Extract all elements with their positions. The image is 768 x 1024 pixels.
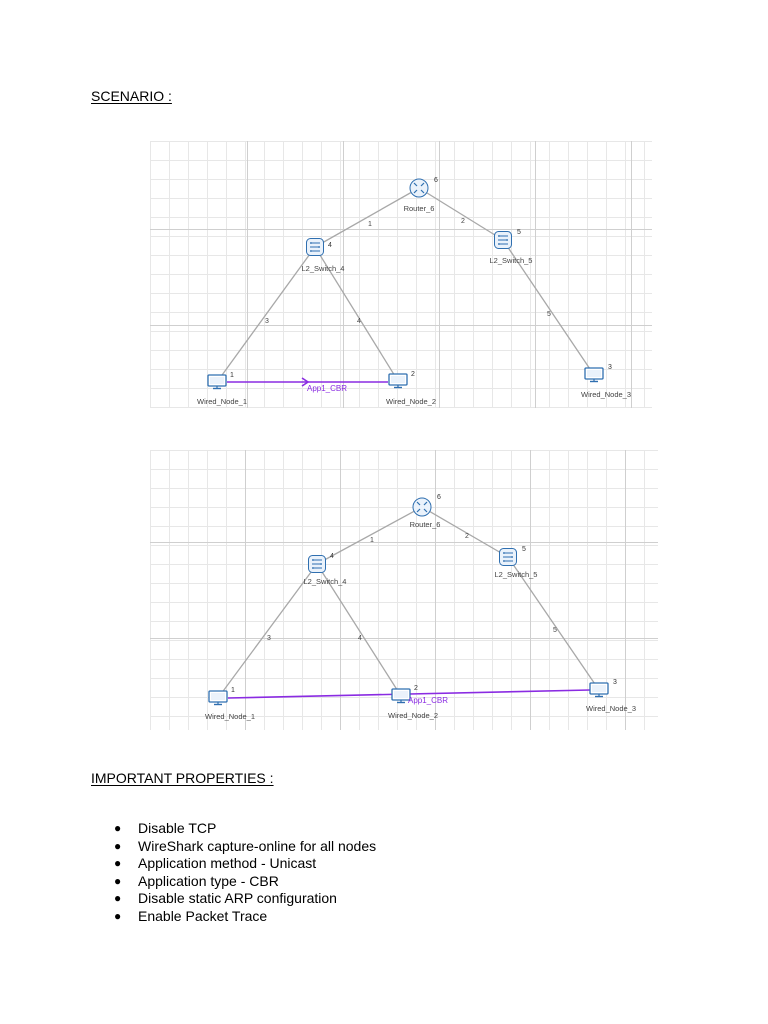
- node-id-label: 1: [230, 372, 234, 379]
- switch-icon: [307, 239, 324, 256]
- property-item: [114, 890, 376, 908]
- node-name-label: L2_Switch_5: [489, 256, 533, 265]
- node-id-label: 2: [411, 371, 415, 378]
- application-label: App1_CBR: [306, 384, 348, 393]
- node-id-label: 3: [613, 679, 617, 686]
- application-label: App1_CBR: [407, 696, 449, 705]
- network-diagram-2: [150, 450, 658, 730]
- property-item: [114, 855, 376, 873]
- node-name-label: Wired_Node_2: [387, 711, 439, 720]
- property-item: [114, 873, 376, 891]
- property-text: WireShark capture-online for all nodes: [138, 837, 377, 854]
- link-label: 2: [465, 533, 469, 540]
- switch-icon: [309, 556, 326, 573]
- node-name-label: L2_Switch_4: [301, 264, 345, 273]
- link-line[interactable]: [422, 507, 508, 557]
- node-name-label: Router_6: [403, 204, 435, 213]
- link-label: 5: [553, 627, 557, 634]
- computer-icon: [389, 374, 407, 388]
- property-text: Enable Packet Trace: [138, 907, 268, 924]
- node-name-label: Wired_Node_1: [196, 397, 248, 406]
- link-label: 1: [370, 537, 374, 544]
- node-id-label: 6: [437, 494, 441, 501]
- property-item: [114, 908, 376, 926]
- node-name-label: L2_Switch_4: [303, 577, 347, 586]
- node-name-label: L2_Switch_5: [494, 570, 538, 579]
- link-label: 4: [358, 635, 362, 642]
- switch-icon: [500, 549, 517, 566]
- link-label: 3: [265, 318, 269, 325]
- property-text: Disable static ARP configuration: [138, 890, 337, 907]
- switch-icon: [495, 232, 512, 249]
- router-icon: [413, 498, 431, 516]
- router-icon: [410, 179, 428, 197]
- property-text: Application method - Unicast: [138, 855, 317, 872]
- node-name-label: Wired_Node_3: [585, 704, 637, 713]
- link-label: 2: [461, 218, 465, 225]
- important-properties-heading: IMPORTANT PROPERTIES :: [91, 770, 274, 786]
- node-id-label: 1: [231, 687, 235, 694]
- node-name-label: Wired_Node_2: [385, 397, 437, 406]
- node-l2-switch-5[interactable]: [495, 546, 538, 579]
- node-name-label: Wired_Node_3: [580, 390, 632, 399]
- node-id-label: 6: [434, 177, 438, 184]
- bullet-icon: ●: [114, 838, 122, 853]
- property-item: [114, 820, 376, 838]
- property-text: Application type - CBR: [138, 872, 279, 889]
- network-diagram-1: [150, 141, 652, 408]
- topology-canvas: [150, 141, 652, 408]
- bullet-icon: ●: [114, 891, 122, 906]
- node-id-label: 3: [608, 364, 612, 371]
- topology-canvas: [150, 450, 658, 730]
- node-id-label: 2: [414, 685, 418, 692]
- link-label: 5: [547, 311, 551, 318]
- node-name-label: Wired_Node_1: [204, 712, 256, 721]
- property-item: [114, 838, 376, 856]
- node-router-6[interactable]: [410, 494, 441, 529]
- node-id-label: 5: [522, 546, 526, 553]
- node-wired-node-3[interactable]: [586, 679, 636, 713]
- link-label: 3: [267, 635, 271, 642]
- bullet-icon: ●: [114, 873, 122, 888]
- link-line[interactable]: [217, 247, 315, 382]
- grid: [150, 141, 652, 408]
- node-wired-node-1[interactable]: [205, 687, 255, 721]
- grid: [150, 450, 658, 730]
- node-l2-switch-5[interactable]: [490, 229, 533, 265]
- scenario-heading: SCENARIO :: [91, 88, 172, 104]
- link-line[interactable]: [419, 188, 503, 240]
- link-label: 4: [357, 318, 361, 325]
- bullet-icon: ●: [114, 856, 122, 871]
- node-name-label: Router_6: [409, 520, 441, 529]
- computer-icon: [208, 375, 226, 389]
- property-text: Disable TCP: [138, 820, 217, 836]
- node-id-label: 5: [517, 229, 521, 236]
- bullet-icon: ●: [114, 908, 122, 923]
- properties-list: [114, 820, 376, 926]
- link-label: 1: [368, 221, 372, 228]
- node-id-label: 4: [328, 242, 332, 249]
- computer-icon: [590, 683, 608, 697]
- node-id-label: 4: [330, 553, 334, 560]
- computer-icon: [585, 368, 603, 382]
- bullet-icon: ●: [114, 821, 122, 835]
- node-router-6[interactable]: [404, 177, 438, 213]
- computer-icon: [209, 691, 227, 705]
